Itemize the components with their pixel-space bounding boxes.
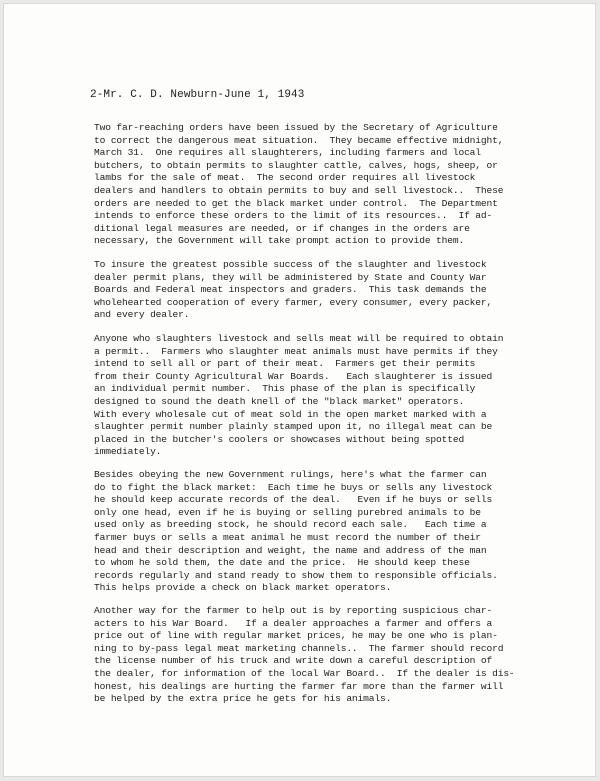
text-line: acters to his War Board. If a dealer approaches a farmer and offers a [94,617,493,629]
text-line: necessary, the Government will take prompt action to provide them. [94,235,465,247]
text-line: With every wholesale cut of meat sold in the open market marked with a [94,408,487,420]
text-line: to whom he sold them, the date and the price. He should keep these [94,557,470,569]
text-line: intends to enforce these orders to the limit of its resources.. If ad- [94,210,493,222]
text-line: and every dealer. [94,309,190,321]
text-line: dealers and handlers to obtain permits to buy and sell livestock.. These [94,184,504,196]
text-line: placed in the butcher's coolers or showcases without being spotted [94,433,465,445]
text-line: to correct the dangerous meat situation. They became effective midnight, [94,134,504,146]
text-line: Anyone who slaughters livestock and sells meat will be required to obtain [94,333,504,344]
text-line: an individual permit number. This phase of the plan is specifically [94,383,476,395]
text-line: the license number of his truck and write down a careful description of [94,655,493,667]
text-line: intend to sell all or part of their meat. Farmers get their permits [94,358,476,370]
text-line: Boards and Federal meat inspectors and graders. This task demands the [94,284,487,296]
text-line: immediately. [94,446,162,458]
paragraph-1 [94,122,564,248]
text-line: butchers, to obtain permits to slaughter cattle, calves, hogs, sheep, or [94,159,498,171]
text-line: farmer buys or sells a meat animal he must record the number of their [94,531,481,543]
text-line: slaughter permit number plainly stamped upon it, no illegal meat can be [94,421,493,433]
text-line: Another way for the farmer to help out is by reporting suspicious char- [94,605,493,616]
text-line: used only as breeding stock, he should record each sale. Each time a [94,519,487,531]
text-line: head and their description and weight, the name and address of the man [94,544,487,556]
text-line: designed to sound the death knell of the "black market" operators. [94,395,465,407]
text-line: lambs for the sale of meat. The second order requires all livestock [94,172,476,184]
text-line: only one head, even if he is buying or selling purebred animals to be [94,506,481,518]
text-line: wholehearted cooperation of every farmer, every consumer, every packer, [94,296,493,308]
text-line: from their County Agricultural War Boards. Each slaughterer is issued [94,370,493,382]
text-line: This helps provide a check on black market operators. [94,582,392,594]
text-line: price out of line with regular market prices, he may be one who is plan- [94,630,498,642]
text-line: Besides obeying the new Government rulings, here's what the farmer can [94,469,487,480]
text-line: ditional legal measures are needed, or if changes in the orders are [94,222,470,234]
text-line: records regularly and stand ready to show them to responsible officials. [94,569,498,581]
text-line: March 31. One requires all slaughterers, including farmers and local [94,147,481,159]
text-line: be helped by the extra price he gets for his animals. [94,693,392,705]
page-header: 2-Mr. C. D. Newburn-June 1, 1943 [90,89,305,101]
text-line: dealer permit plans, they will be administered by State and County War [94,271,487,283]
paragraph-4 [94,469,564,595]
text-line: the dealer, for information of the local War Board.. If the dealer is dis- [94,667,515,679]
text-line: honest, his dealings are hurting the farmer far more than the farmer will [94,680,504,692]
text-line: ning to by-pass legal meat marketing channels.. The farmer should record [94,642,504,654]
text-line: To insure the greatest possible success of the slaughter and livestock [94,259,487,270]
paragraph-3 [94,333,564,459]
paragraph-5 [94,605,564,706]
text-line: he should keep accurate records of the deal. Even if he buys or sells [94,494,493,506]
text-line: do to fight the black market: Each time he buys or sells any livestock [94,481,493,493]
letter-page [3,3,596,777]
text-line: Two far-reaching orders have been issued by the Secretary of Agriculture [94,122,498,133]
text-line: a permit.. Farmers who slaughter meat animals must have permits if they [94,345,498,357]
paragraph-2 [94,259,564,322]
text-line: orders are needed to get the black market under control. The Department [94,197,498,209]
